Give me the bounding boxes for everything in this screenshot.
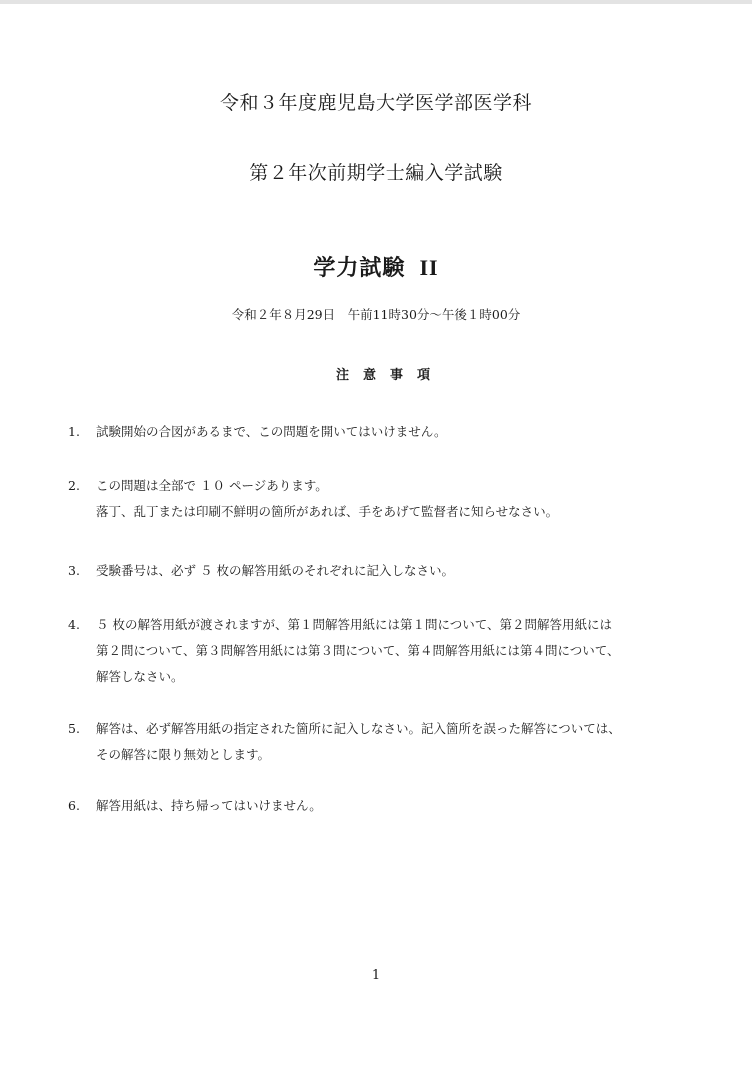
item-text-line: 解答用紙は、持ち帰ってはいけません。 — [96, 798, 322, 813]
item-number: 4. — [68, 617, 80, 632]
item-number: 5. — [68, 721, 80, 736]
exam-datetime: 令和２年８月29日 午前11時30分〜午後１時00分 — [231, 307, 521, 322]
item-number: 3. — [68, 563, 80, 578]
item-text-line: この問題は全部で １０ ページあります。 — [96, 478, 328, 493]
subject-numeral: II — [419, 255, 439, 280]
item-number: 1. — [68, 424, 80, 439]
exam-title-line2: 第２年次前期学士編入学試験 — [249, 162, 503, 184]
item-number: 2. — [68, 478, 80, 493]
subject-name: 学力試験 — [313, 255, 406, 281]
item-text-line: ５ 枚の解答用紙が渡されますが、第１問解答用紙には第１問について、第２問解答用紙には — [96, 617, 612, 632]
item-text-line: 試験開始の合図があるまで、この問題を開いてはいけません。 — [96, 424, 447, 439]
item-text-line: 解答は、必ず解答用紙の指定された箇所に記入しなさい。記入箇所を誤った解答については、 — [96, 721, 621, 736]
item-text-line: 受験番号は、必ず ５ 枚の解答用紙のそれぞれに記入しなさい。 — [96, 563, 454, 578]
notice-heading: 注意事項 — [335, 368, 444, 383]
top-edge-divider — [0, 0, 752, 4]
item-text-line: 第２問について、第３問解答用紙には第３問について、第４問解答用紙には第４問について、 — [96, 643, 620, 658]
item-text-line: 解答しなさい。 — [96, 669, 184, 684]
subject-title — [0, 251, 752, 282]
item-text-line: その解答に限り無効とします。 — [96, 747, 271, 762]
item-number: 6. — [68, 798, 80, 813]
exam-title-line1: 令和３年度鹿児島大学医学部医学科 — [219, 92, 532, 114]
page-number: 1 — [371, 968, 381, 983]
item-text-line: 落丁、乱丁または印刷不鮮明の箇所があれば、手をあげて監督者に知らせなさい。 — [96, 504, 559, 519]
